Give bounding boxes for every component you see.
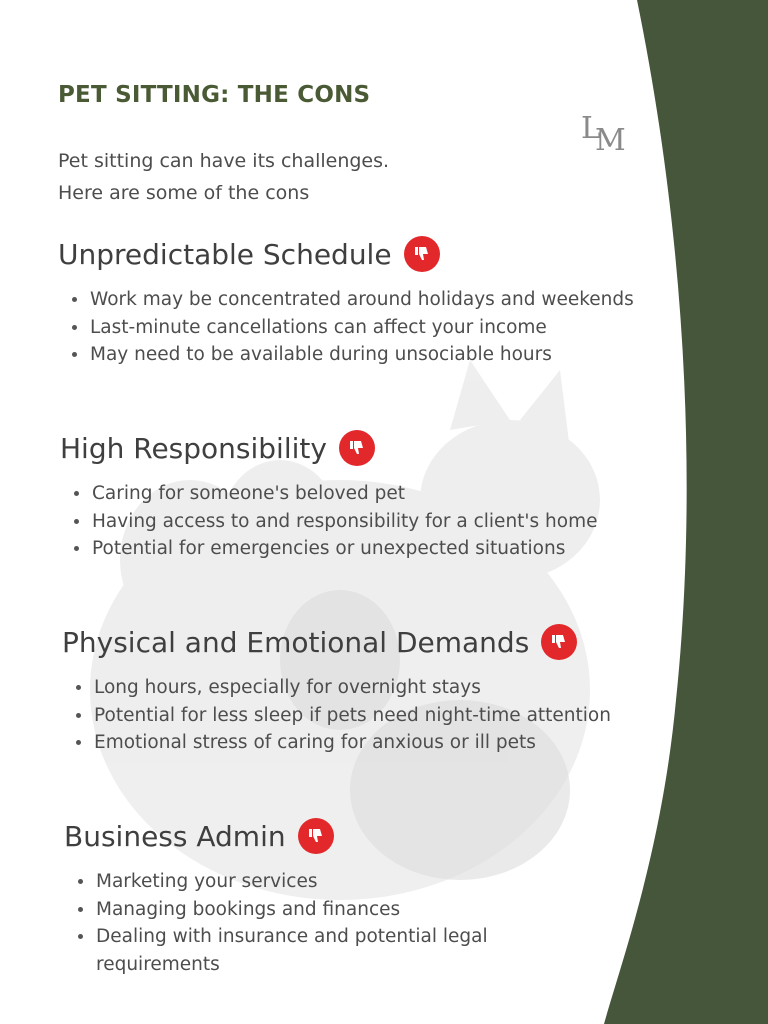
section-high-responsibility (60, 430, 640, 563)
list-item: • May need to be available during unsociable hours (89, 341, 638, 369)
section-unpredictable-schedule (58, 236, 638, 369)
list-item: • Managing bookings and finances (95, 896, 604, 924)
section-list (62, 674, 662, 757)
list-item: • Caring for someone's beloved pet (91, 480, 640, 508)
logo-letter-l: L (581, 111, 601, 146)
section-heading-text: Business Admin (64, 819, 286, 853)
intro-line-1: Pet sitting can have its challenges. (58, 150, 390, 172)
section-heading (58, 236, 638, 272)
section-list (58, 286, 638, 369)
page-title: PET SITTING: THE CONS (58, 82, 371, 108)
section-heading-text: Unpredictable Schedule (58, 237, 392, 271)
list-item: • Marketing your services (95, 868, 604, 896)
list-item: • Dealing with insurance and potential legal requirements (95, 923, 604, 978)
thumbs-down-icon (298, 818, 334, 854)
section-heading (64, 818, 604, 854)
section-heading-text: High Responsibility (60, 431, 327, 465)
thumbs-down-icon (339, 430, 375, 466)
section-heading (60, 430, 640, 466)
section-heading-text: Physical and Emotional Demands (62, 625, 530, 659)
section-heading (62, 624, 662, 660)
list-item: • Having access to and responsibility for a client's home (91, 508, 640, 536)
list-item: • Last-minute cancellations can affect your income (89, 314, 638, 342)
list-item: • Work may be concentrated around holidays and weekends (89, 286, 638, 314)
section-list (64, 868, 604, 978)
list-item: • Long hours, especially for overnight stays (93, 674, 662, 702)
thumbs-down-icon (404, 236, 440, 272)
list-item: • Potential for emergencies or unexpected situations (91, 535, 640, 563)
list-item: • Potential for less sleep if pets need night-time attention (93, 702, 662, 730)
section-list (60, 480, 640, 563)
intro-text (58, 145, 538, 209)
section-physical-emotional-demands (62, 624, 662, 757)
list-item: • Emotional stress of caring for anxious or ill pets (93, 729, 662, 757)
intro-line-2: Here are some of the cons (58, 182, 310, 204)
logo-letter-m: M (595, 123, 626, 158)
thumbs-down-icon (541, 624, 577, 660)
section-business-admin (64, 818, 604, 978)
